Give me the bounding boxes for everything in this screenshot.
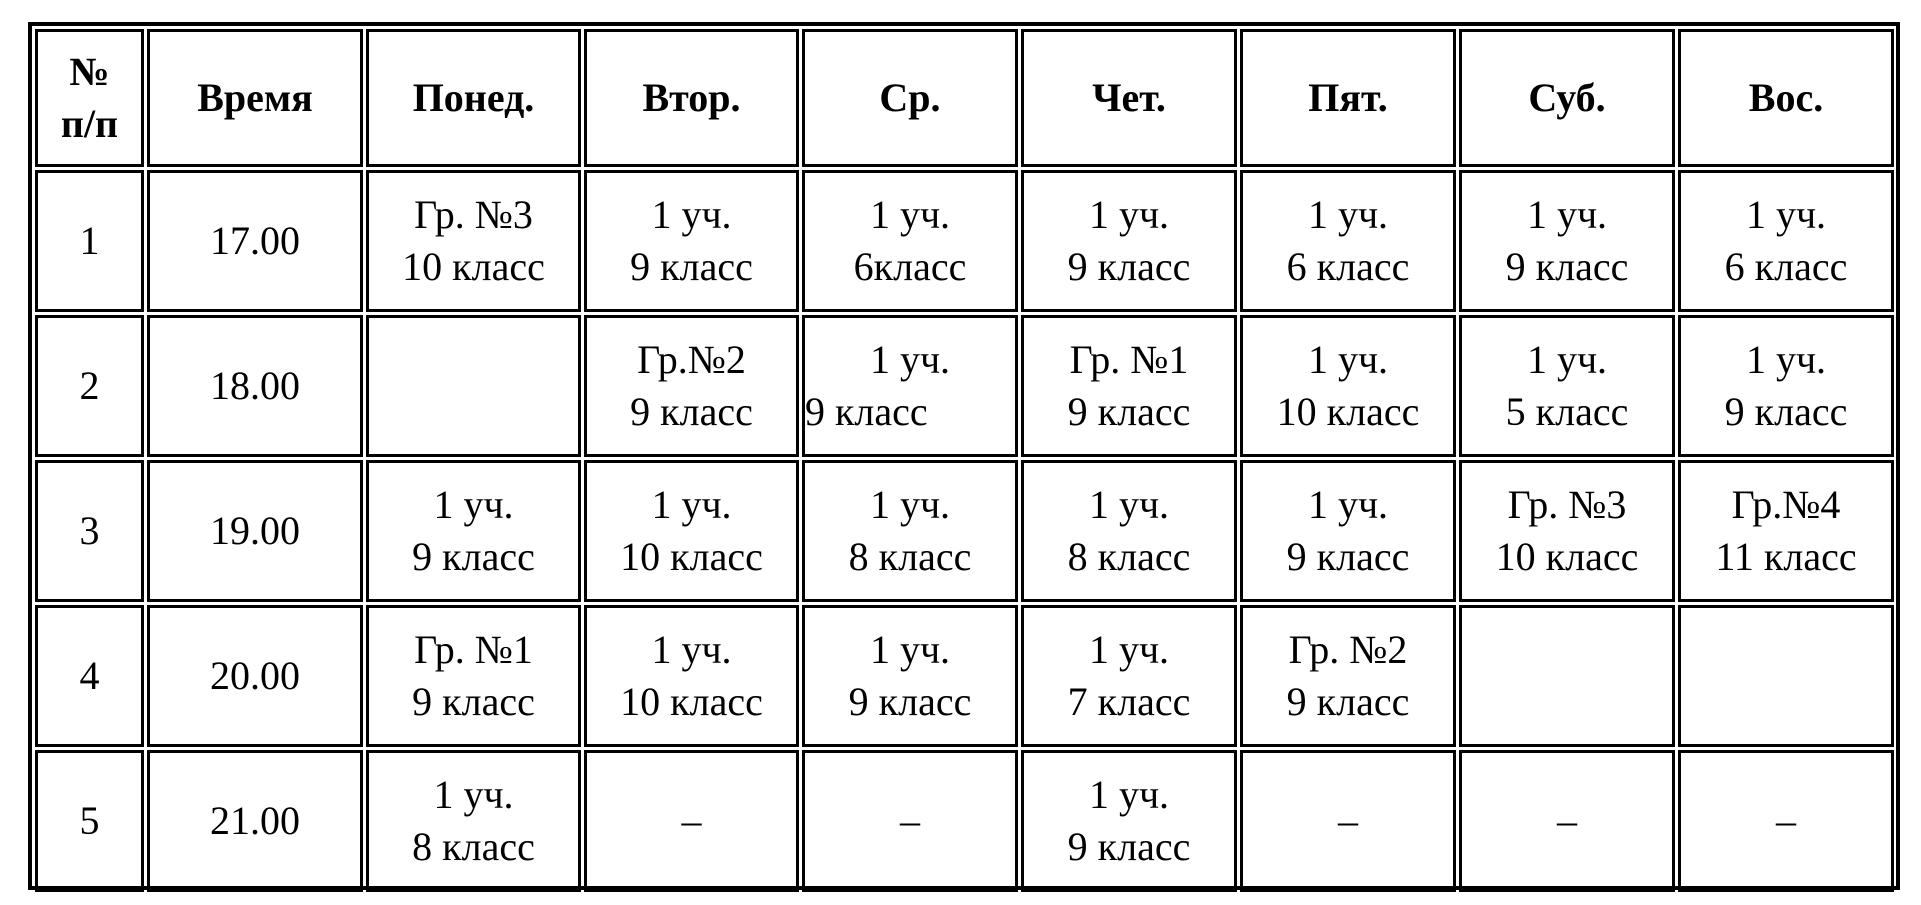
header-number-line1: № — [69, 49, 110, 94]
row-number: 4 — [35, 605, 144, 747]
table-row — [35, 170, 1894, 312]
header-day-mon: Понед. — [366, 29, 581, 167]
row-number: 3 — [35, 460, 144, 602]
cell-line-class: 9 класс — [848, 679, 972, 724]
cell-line-group: 1 уч. — [1526, 337, 1608, 382]
schedule-cell-sat — [1459, 170, 1675, 312]
cell-line-group: 1 уч. — [1088, 772, 1170, 817]
cell-dash: – — [900, 798, 920, 843]
schedule-cell-thu — [1021, 460, 1237, 602]
cell-line-group: Гр. №3 — [414, 192, 533, 237]
cell-dash: – — [1776, 798, 1796, 843]
schedule-cell-mon — [366, 750, 581, 892]
schedule-cell-mon — [366, 170, 581, 312]
cell-line-class: 9 класс — [412, 534, 535, 579]
schedule-cell-wed — [802, 605, 1018, 747]
cell-dash: – — [1338, 798, 1358, 843]
schedule-cell-fri — [1240, 170, 1456, 312]
cell-line-class: 9 класс — [630, 389, 753, 434]
schedule-cell-wed — [802, 315, 1018, 457]
cell-dash: – — [681, 798, 702, 843]
table-row — [35, 605, 1894, 747]
cell-line-class: 9 класс — [630, 244, 753, 289]
cell-line-class: 9 класс — [1067, 244, 1191, 289]
cell-line-class: 10 класс — [402, 244, 545, 289]
cell-line-group: 1 уч. — [1307, 482, 1389, 527]
cell-line-class: 11 класс — [1715, 534, 1857, 579]
cell-line-group: Гр. №1 — [414, 627, 533, 672]
schedule-cell-wed — [802, 460, 1018, 602]
header-number — [35, 29, 144, 167]
schedule-cell-sat — [1459, 605, 1675, 747]
cell-line-group: 1 уч. — [1307, 192, 1389, 237]
header-day-thu: Чет. — [1021, 29, 1237, 167]
cell-line-class: 9 класс — [1286, 534, 1410, 579]
cell-line-class: 6класс — [853, 244, 967, 289]
schedule-cell-fri — [1240, 750, 1456, 892]
schedule-cell-tue — [584, 460, 799, 602]
table-row — [35, 460, 1894, 602]
schedule-cell-sun — [1678, 315, 1894, 457]
table-row — [35, 315, 1894, 457]
cell-line-group: 1 уч. — [869, 192, 951, 237]
cell-dash: – — [1557, 798, 1577, 843]
schedule-cell-tue — [584, 315, 799, 457]
row-time: 19.00 — [147, 460, 363, 602]
cell-line-group: 1 уч. — [651, 627, 732, 672]
cell-line-group: Гр. №2 — [1288, 627, 1408, 672]
cell-line-class: 7 класс — [1067, 679, 1191, 724]
schedule-cell-sun — [1678, 605, 1894, 747]
cell-line-group: 1 уч. — [1088, 627, 1170, 672]
cell-line-group: 1 уч. — [1745, 192, 1827, 237]
header-day-wed: Ср. — [802, 29, 1018, 167]
row-number: 5 — [35, 750, 144, 892]
cell-line-group: 1 уч. — [433, 482, 514, 527]
schedule-cell-sat — [1459, 750, 1675, 892]
cell-line-group: 1 уч. — [651, 192, 732, 237]
header-day-sat: Суб. — [1459, 29, 1675, 167]
schedule-cell-wed — [802, 750, 1018, 892]
schedule-cell-sat — [1459, 460, 1675, 602]
cell-line-group: 1 уч. — [433, 772, 514, 817]
cell-line-group: 1 уч. — [869, 482, 951, 527]
header-number-line2: п/п — [60, 101, 119, 146]
cell-line-class: 8 класс — [412, 824, 535, 869]
schedule-cell-sun — [1678, 460, 1894, 602]
cell-line-class: 9 класс — [1067, 389, 1191, 434]
cell-line-class: 8 класс — [1067, 534, 1191, 579]
schedule-cell-tue — [584, 605, 799, 747]
row-number: 2 — [35, 315, 144, 457]
cell-line-class: 9 класс — [1724, 389, 1848, 434]
cell-line-group: Гр. №3 — [1507, 482, 1627, 527]
schedule-cell-sun — [1678, 750, 1894, 892]
schedule-cell-wed — [802, 170, 1018, 312]
cell-line-class: 10 класс — [620, 679, 763, 724]
table-row — [35, 750, 1894, 892]
cell-line-group: Гр.№2 — [637, 337, 746, 382]
cell-line-group: 1 уч. — [869, 627, 951, 672]
cell-line-group: 1 уч. — [1088, 192, 1170, 237]
row-time: 17.00 — [147, 170, 363, 312]
schedule-cell-mon — [366, 605, 581, 747]
schedule-cell-mon — [366, 315, 581, 457]
schedule-cell-thu — [1021, 315, 1237, 457]
row-time: 18.00 — [147, 315, 363, 457]
cell-line-class: 10 класс — [1276, 389, 1420, 434]
cell-line-class: 10 класс — [1495, 534, 1639, 579]
schedule-cell-mon — [366, 460, 581, 602]
cell-line-class: 10 класс — [620, 534, 763, 579]
cell-line-group: 1 уч. — [1526, 192, 1608, 237]
schedule-cell-thu — [1021, 605, 1237, 747]
schedule-cell-sun — [1678, 170, 1894, 312]
cell-line-class: 6 класс — [1724, 244, 1848, 289]
cell-line-class: 8 класс — [848, 534, 972, 579]
schedule-cell-sat — [1459, 315, 1675, 457]
cell-line-class: 9 класс — [1067, 824, 1191, 869]
schedule-cell-tue — [584, 170, 799, 312]
schedule-cell-thu — [1021, 750, 1237, 892]
cell-line-class: 6 класс — [1286, 244, 1410, 289]
cell-line-class: 9 класс — [805, 389, 928, 434]
schedule-table-frame — [28, 22, 1900, 890]
cell-line-group: 1 уч. — [869, 337, 951, 382]
schedule-table — [32, 26, 1897, 895]
header-row — [35, 29, 1894, 167]
cell-line-group: Гр.№4 — [1731, 482, 1841, 527]
header-day-tue: Втор. — [584, 29, 799, 167]
schedule-cell-fri — [1240, 460, 1456, 602]
header-day-fri: Пят. — [1240, 29, 1456, 167]
cell-line-group: Гр. №1 — [1069, 337, 1189, 382]
header-time: Время — [147, 29, 363, 167]
schedule-cell-fri — [1240, 315, 1456, 457]
cell-line-group: 1 уч. — [1745, 337, 1827, 382]
header-day-sun: Вос. — [1678, 29, 1894, 167]
cell-line-group: 1 уч. — [1088, 482, 1170, 527]
cell-line-class: 9 класс — [412, 679, 535, 724]
schedule-cell-tue — [584, 750, 799, 892]
cell-line-class: 9 класс — [1505, 244, 1629, 289]
row-time: 21.00 — [147, 750, 363, 892]
row-time: 20.00 — [147, 605, 363, 747]
schedule-cell-thu — [1021, 170, 1237, 312]
cell-line-class: 5 класс — [1505, 389, 1629, 434]
row-number: 1 — [35, 170, 144, 312]
schedule-cell-fri — [1240, 605, 1456, 747]
cell-line-group: 1 уч. — [651, 482, 732, 527]
cell-line-class: 9 класс — [1286, 679, 1410, 724]
cell-line-group: 1 уч. — [1307, 337, 1389, 382]
